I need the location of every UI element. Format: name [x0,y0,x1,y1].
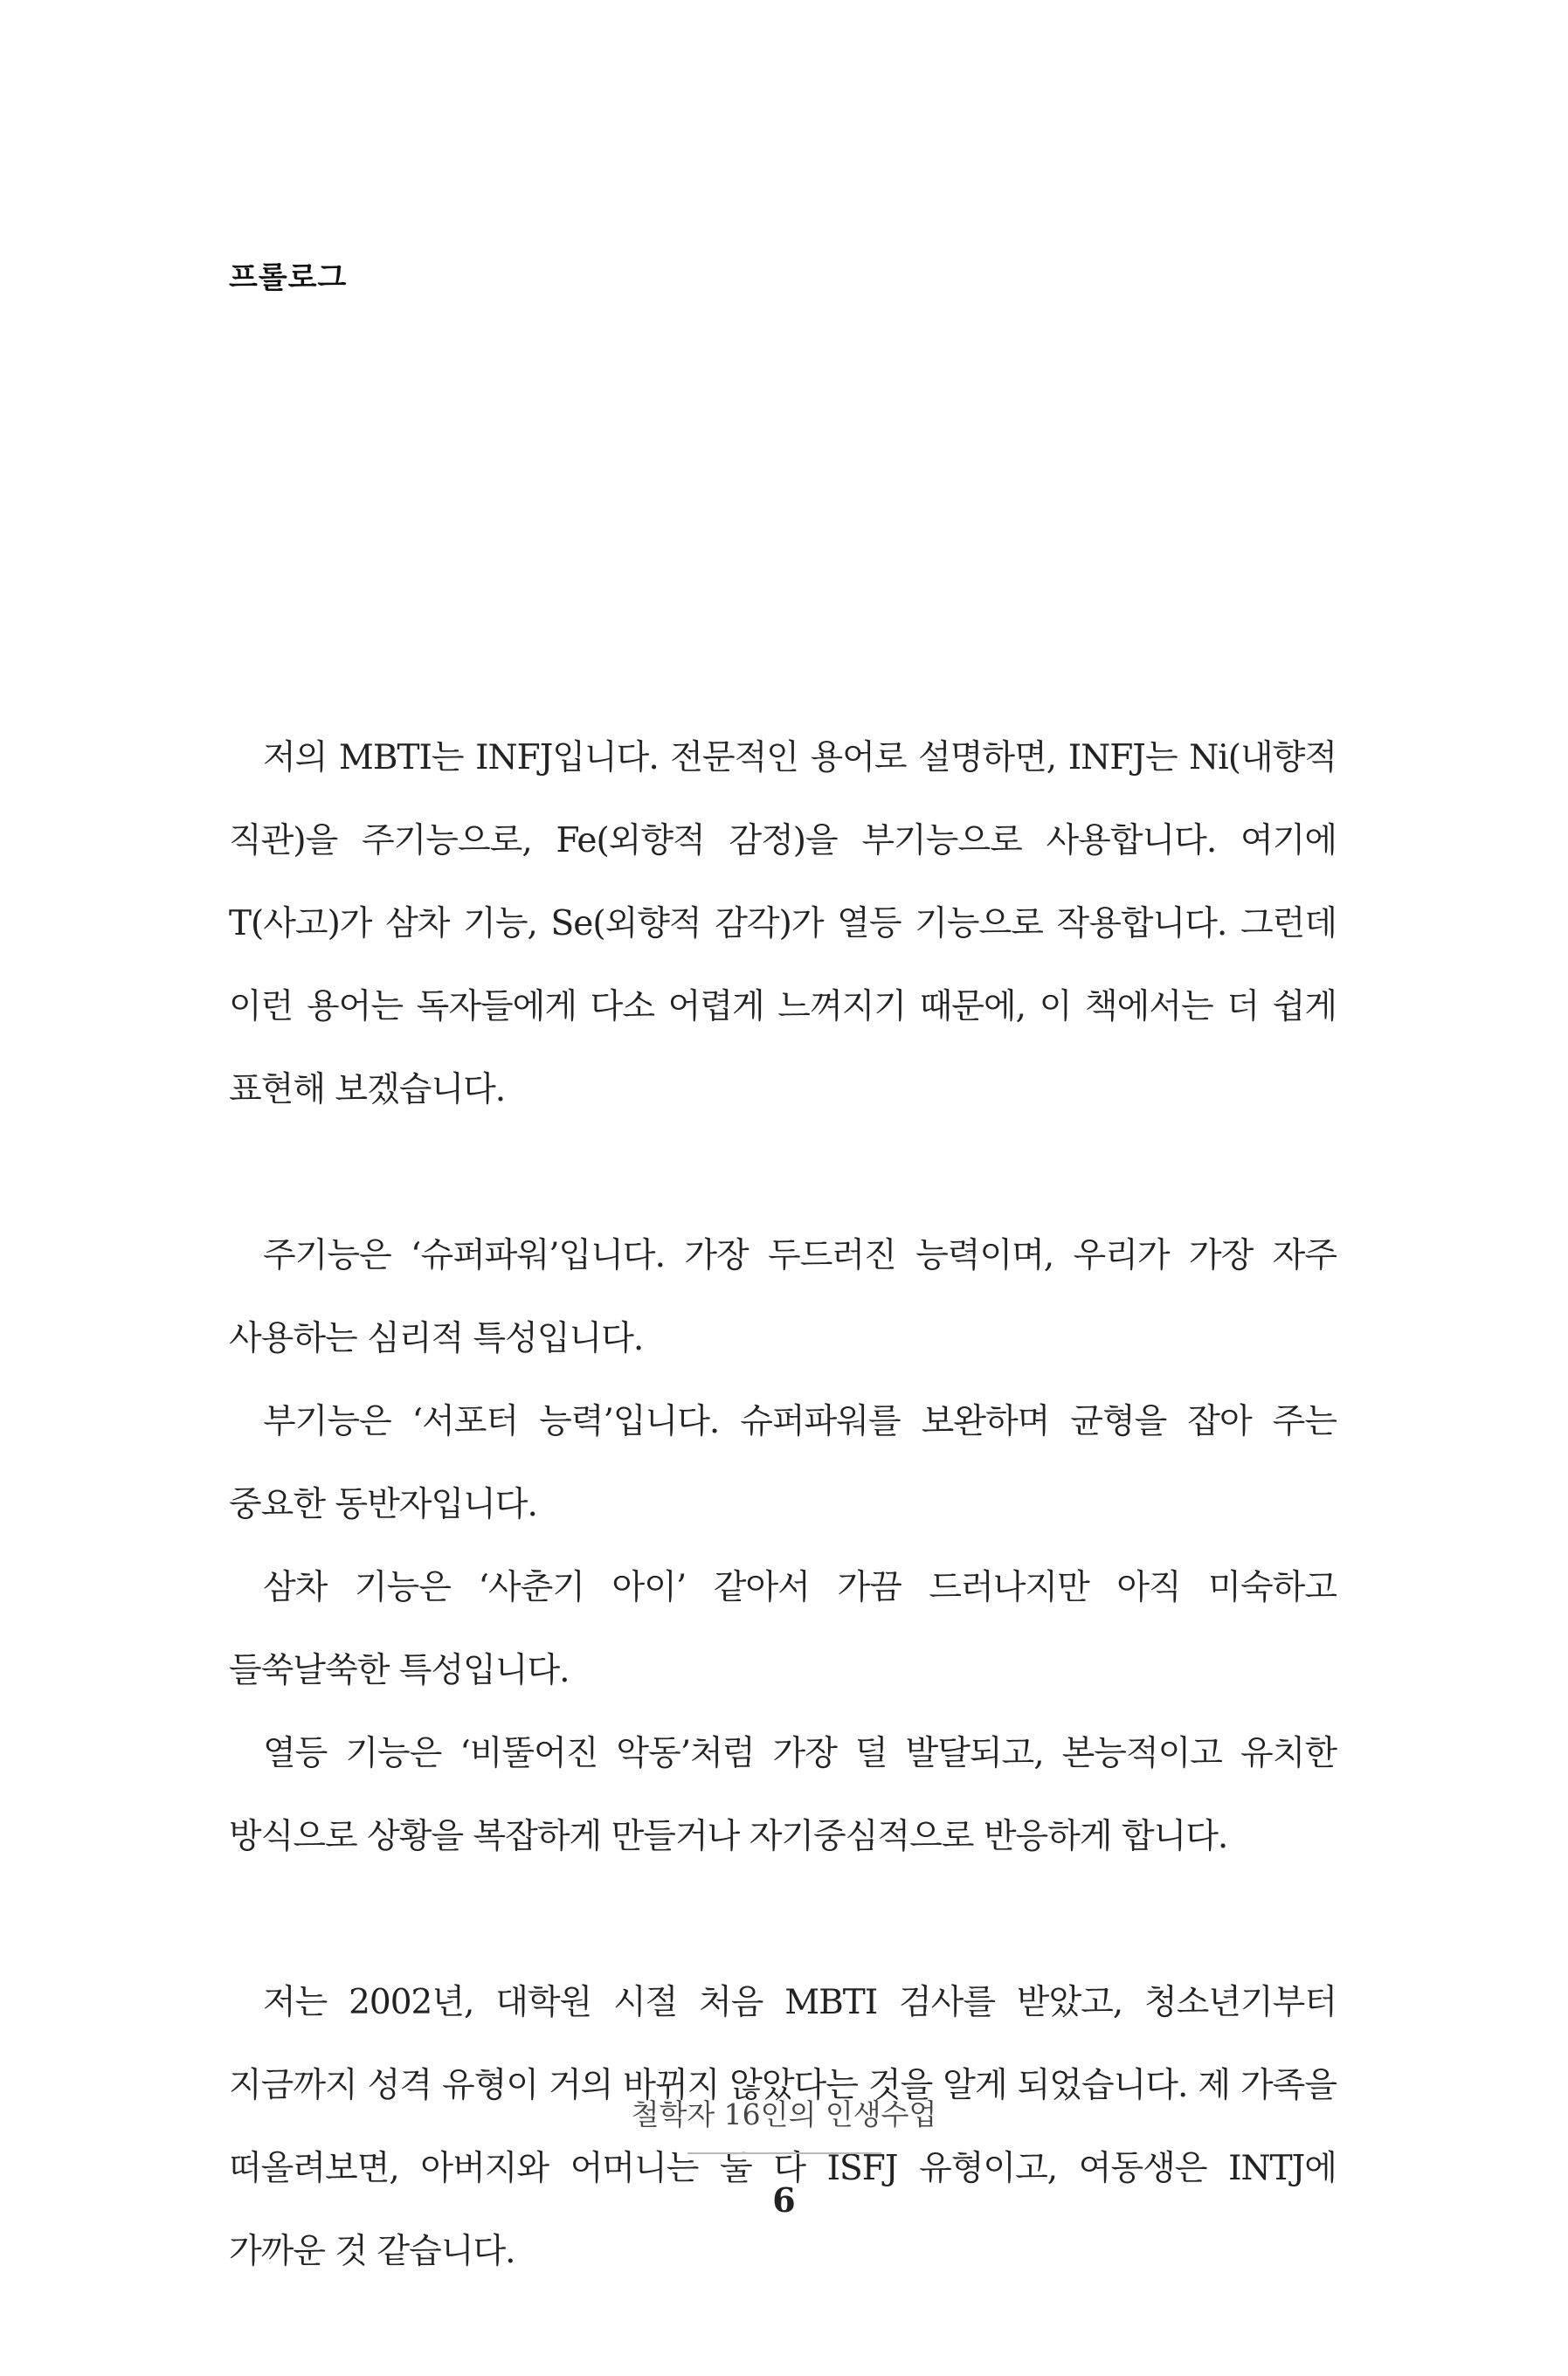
page-footer [0,2092,1568,2220]
paragraph: 부기능은 ‘서포터 능력’입니다. 슈퍼파워를 보완하며 균형을 잡아 주는 중요한 동반자입니다. [229,1402,1337,1524]
paragraph: 열등 기능은 ‘비뚤어진 악동’처럼 가장 덜 발달되고, 본능적이고 유치한 방식으로 상황을 복잡하게 만들거나 자기중심적으로 반응하게 합니다. [229,1734,1337,1856]
paragraph: 삼차 기능은 ‘사춘기 아이’ 같아서 가끔 드러나지만 아직 미숙하고 들쑥날쑥한 특성입니다. [229,1568,1337,1690]
chapter-title: 프롤로그 [229,260,348,295]
paragraph: 저는 2002년, 대학원 시절 처음 MBTI 검사를 받았고, 청소년기부터 지금까지 성격 유형이 거의 바뀌지 않았다는 것을 알게 되었습니다. 제 가족을 떠올려보면, 아버지와 어머니는 둘 다 ISFJ 유형이고, 여동생은 INTJ에 가까운 것 같습니다. [229,1983,1337,2271]
section-functions [229,1214,1337,1878]
footer-divider [687,2152,881,2154]
paragraph: 저의 MBTI는 INFJ입니다. 전문적인 용어로 설명하면, INFJ는 Ni(내향적 직관)을 주기능으로, Fe(외향적 감정)을 부기능으로 사용합니다. 여기에 T(사고)가 삼차 기능, Se(외향적 감각)가 열등 기능으로 작용합니다. 그런데 이런 용어는 독자들에게 다소 어렵게 느껴지기 때문에, 이 책에서는 더 쉽게 표현해 보겠습니다. [229,738,1337,1109]
paragraph: 주기능은 ‘슈퍼파워’입니다. 가장 두드러진 능력이며, 우리가 가장 자주 사용하는 심리적 특성입니다. [229,1236,1337,1358]
page-number: 6 [772,2180,796,2220]
section-intro [229,716,1337,1131]
book-title: 철학자 16인의 인생수업 [631,2097,937,2131]
